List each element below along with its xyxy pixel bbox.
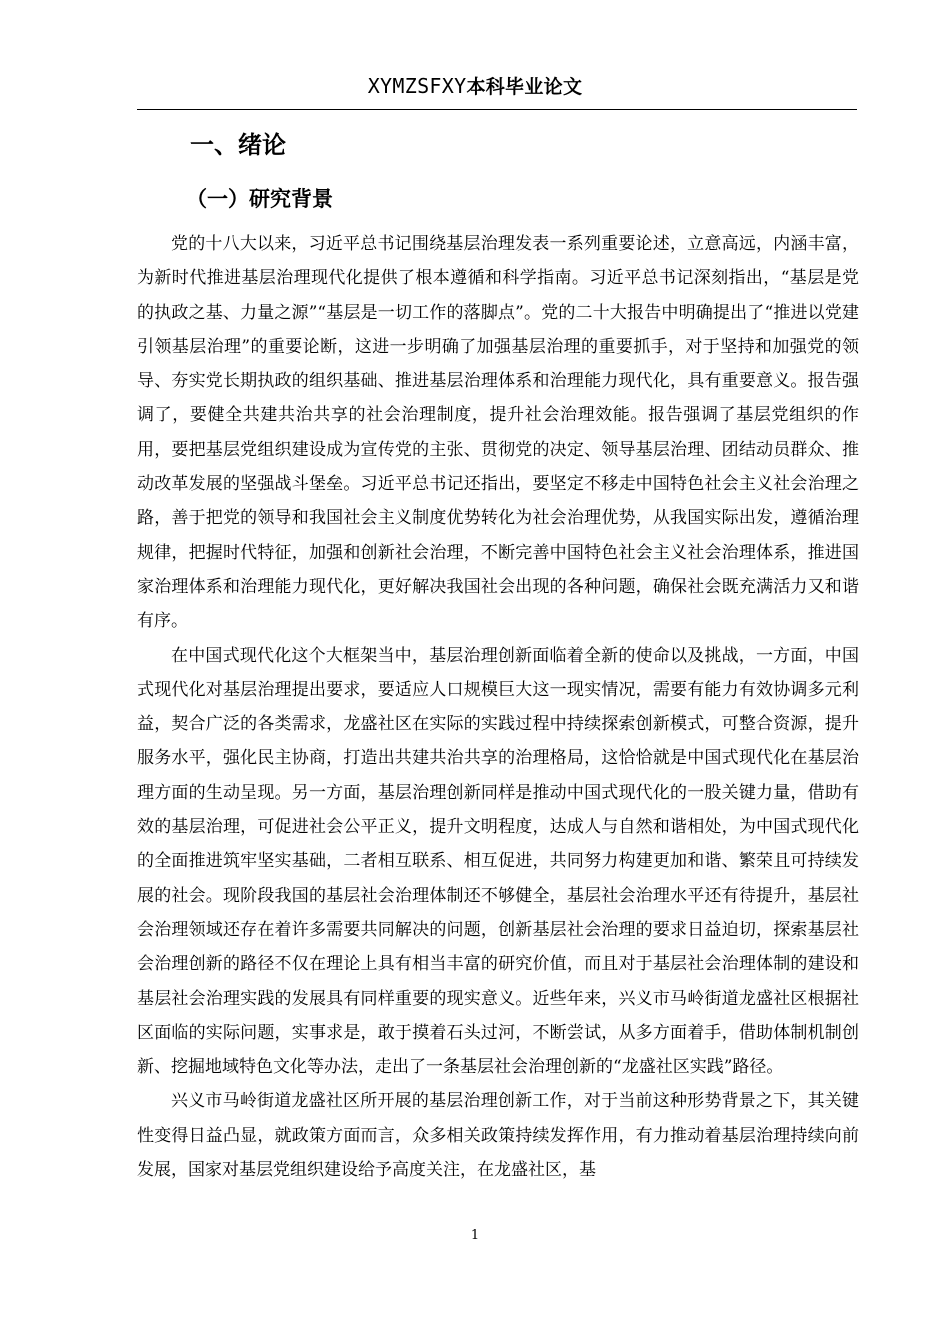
- paragraph-3: 兴义市马岭街道龙盛社区所开展的基层治理创新工作，对于当前这种形势背景之下，其关键性变得日益凸显，就政策方面而言，众多相关政策持续发挥作用，有力推动着基层治理持续向前发展，国家对基层党组织建设给予高度关注，在龙盛社区，基: [137, 1091, 859, 1181]
- page-number: 1: [470, 1228, 480, 1243]
- header-divider: [137, 109, 857, 110]
- section-heading: 一、绪论: [190, 131, 286, 159]
- body-text: [137, 227, 859, 1227]
- page-header: [0, 72, 950, 101]
- paragraph-1: 党的十八大以来，习近平总书记围绕基层治理发表一系列重要论述，立意高远，内涵丰富，为新时代推进基层治理现代化提供了根本遵循和科学指南。习近平总书记深刻指出，“基层是党的执政之基、力量之源”“基层是一切工作的落脚点”。党的二十大报告中明确提出了“推进以党建引领基层治理”的重要论断，这进一步明确了加强基层治理的重要抓手，对于坚持和加强党的领导、夯实党长期执政的组织基础、推进基层治理体系和治理能力现代化，具有重要意义。报告强调了，要健全共建共治共享的社会治理制度，提升社会治理效能。报告强调了基层党组织的作用，要把基层党组织建设成为宣传党的主张、贯彻党的决定、领导基层治理、团结动员群众、推动改革发展的坚强战斗堡垒。习近平总书记还指出，要坚定不移走中国特色社会主义社会治理之路，善于把党的领导和我国社会主义制度优势转化为社会治理优势，从我国实际出发，遵循治理规律，把握时代特征，加强和创新社会治理，不断完善中国特色社会主义社会治理体系，推进国家治理体系和治理能力现代化，更好解决我国社会出现的各种问题，确保社会既充满活力又和谐有序。: [137, 234, 859, 632]
- header-title: 本科毕业论文: [466, 76, 583, 98]
- subsection-heading: （一）研究背景: [186, 187, 333, 211]
- header-code: XYMZSFXY: [367, 74, 467, 98]
- paragraph-2: 在中国式现代化这个大框架当中，基层治理创新面临着全新的使命以及挑战，一方面，中国式现代化对基层治理提出要求，要适应人口规模巨大这一现实情况，需要有能力有效协调多元利益，契合广泛的各类需求，龙盛社区在实际的实践过程中持续探索创新模式，可整合资源，提升服务水平，强化民主协商，打造出共建共治共享的治理格局，这恰恰就是中国式现代化在基层治理方面的生动呈现。另一方面，基层治理创新同样是推动中国式现代化的一股关键力量，借助有效的基层治理，可促进社会公平正义，提升文明程度，达成人与自然和谐相处，为中国式现代化的全面推进筑牢坚实基础，二者相互联系、相互促进，共同努力构建更加和谐、繁荣且可持续发展的社会。现阶段我国的基层社会治理体制还不够健全，基层社会治理水平还有待提升，基层社会治理领域还存在着许多需要共同解决的问题，创新基层社会治理的要求日益迫切，探索基层社会治理创新的路径不仅在理论上具有相当丰富的研究价值，而且对于基层社会治理体制的建设和基层社会治理实践的发展具有同样重要的现实意义。近些年来，兴义市马岭街道龙盛社区根据社区面临的实际问题，实事求是，敢于摸着石头过河，不断尝试，从多方面着手，借助体制机制创新、挖掘地域特色文化等办法，走出了一条基层社会治理创新的“龙盛社区实践”路径。: [137, 645, 859, 1078]
